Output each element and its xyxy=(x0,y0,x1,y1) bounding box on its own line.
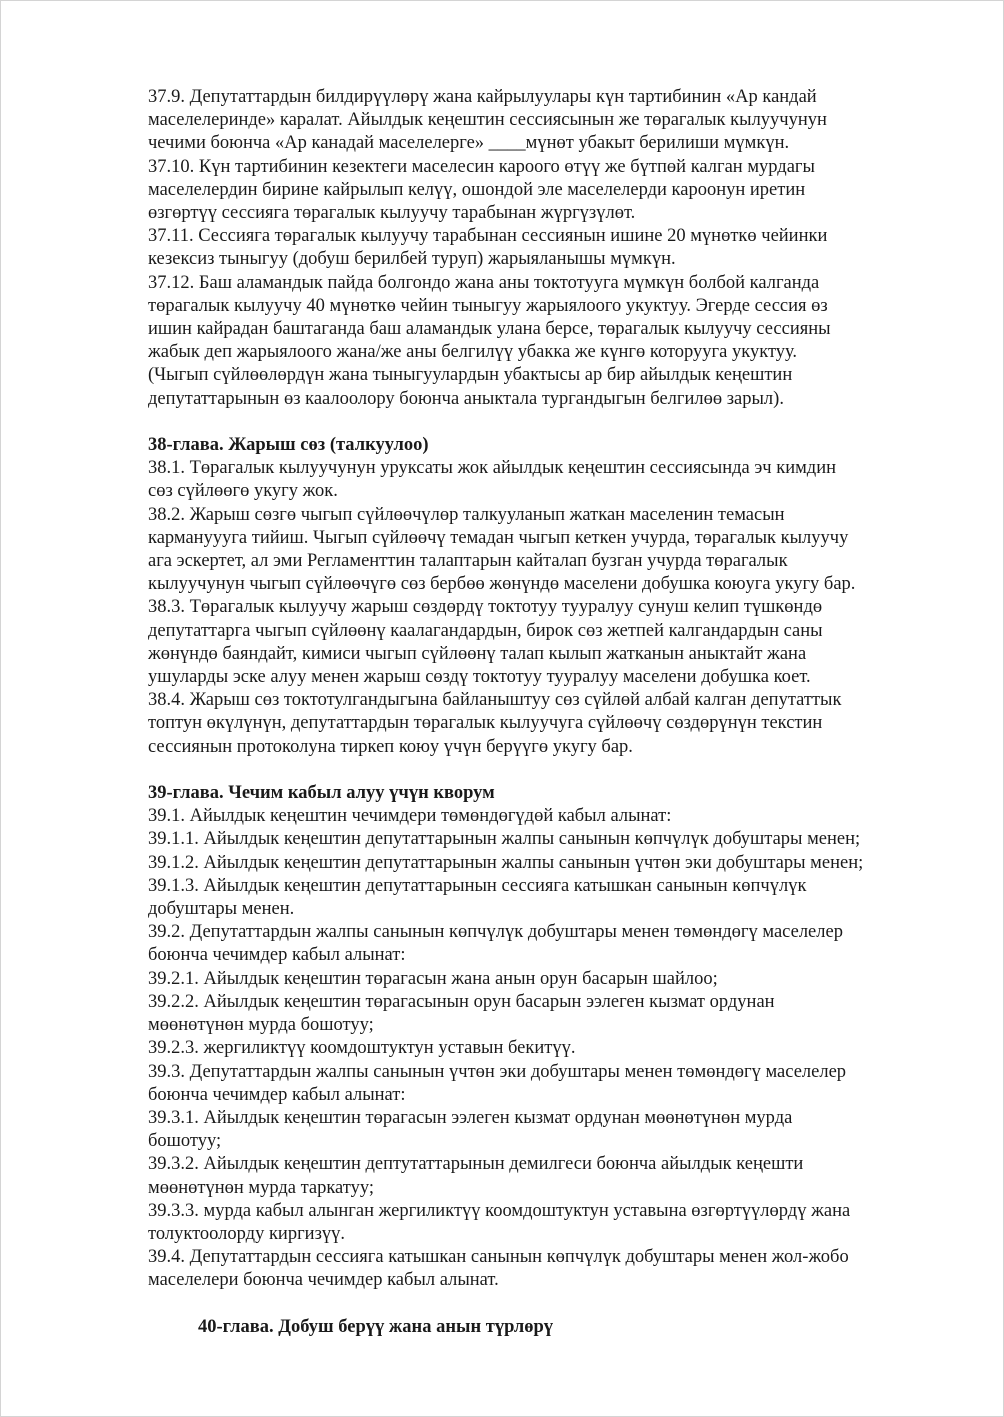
spacer xyxy=(148,411,938,434)
paragraph-39-1: 39.1. Айылдык кеңештин чечимдери төмөндөгүдөй кабыл алынат: xyxy=(148,806,672,827)
paragraph-39-2-3: 39.2.3. жергиликтүү коомдоштуктун уставын бекитүү. xyxy=(148,1038,576,1059)
chapter-40-heading: 40-глава. Добуш берүү жана анын түрлөрү xyxy=(198,1316,554,1337)
document-body xyxy=(148,86,938,1339)
paragraph-38-2: 38.2. Жарыш сөзгө чыгып сүйлөөчүлөр талкууланып жаткан маселенин темасын кармануууга тийиш. Чыгып сүйлөөчү темадан чыгып кеткен учурда, төрагалык кылуучу ага эскертет, ал эми Регламенттин талаптарын кайталап бузган учурда төрагалык кылуучунун чыгып сүйлөөчүгө сөз бербөө жөнүндө маселени добушка коюуга укугу бар. xyxy=(148,504,856,595)
paragraph-39-1-3: 39.1.3. Айылдык кеңештин депутаттарынын сессияга катышкан санынын көпчүлүк добуштары менен. xyxy=(148,875,807,920)
paragraph-39-1-1: 39.1.1. Айылдык кеңештин депутаттарынын жалпы санынын көпчүлүк добуштары менен; xyxy=(148,829,861,850)
paragraph-39-3-3: 39.3.3. мурда кабыл алынган жергиликтүү коомдоштуктун уставына өзгөртүүлөрдү жана толуктоолорду киргизүү. xyxy=(148,1200,851,1244)
paragraph-37-12: 37.12. Баш аламандык пайда болгондо жана аны токтотууга мүмкүн болбой калганда төрагалык кылуучу 40 мүнөткө чейин тыныгуу жарыялоого укуктуу. Эгерде сессия өз ишин кайрадан баштаганда баш аламандык улана берсе, төрагалык кылуучу сессияны жабык деп жарыялоого жана/же аны белгилүү убакка же күнгө которууга укуктуу. (Чыгып сүйлөөлөрдүн жана тыныгуулардын убактысы ар бир айылдык кеңештин депутаттарынын өз каалоолору боюнча аныктала тургандыгын белгилөө зарыл). xyxy=(148,272,831,409)
paragraph-37-10: 37.10. Күн тартибинин кезектеги маселесин кароого өтүү же бүтпөй калган мурдагы маселелердин бирине кайрылып келүү, ошондой эле маселелерди кароонун иретин өзгөртүү сессияга төрагалык кылуучу тарабынан жүргүзүлөт. xyxy=(148,156,815,224)
paragraph-39-3-2: 39.3.2. Айылдык кеңештин дептутаттарынын демилгеси боюнча айылдык кеңешти мөөнөтүнөн мурда таркатуу; xyxy=(148,1154,804,1198)
chapter-39-heading: 39-глава. Чечим кабыл алуу үчүн кворум xyxy=(148,783,495,804)
paragraph-37-11: 37.11. Сессияга төрагалык кылуучу тарабынан сессиянын ишине 20 мүнөткө чейинки кезексиз тыныгуу (добуш берилбей туруп) жарыяланышы мүмкүн. xyxy=(148,226,828,270)
paragraph-39-3: 39.3. Депутаттардын жалпы санынын үчтөн эки добуштары менен төмөндөгү маселелер боюнча чечимдер кабыл алынат: xyxy=(148,1061,847,1105)
paragraph-39-2-2: 39.2.2. Айылдык кеңештин төрагасынын орун басарын ээлеген кызмат ордунан мөөнөтүнөн мурда бошотуу; xyxy=(148,991,775,1036)
paragraph-39-2-1: 39.2.1. Айылдык кеңештин төрагасын жана анын орун басарын шайлоо; xyxy=(148,968,718,989)
spacer xyxy=(148,1293,938,1316)
paragraph-39-2: 39.2. Депутаттардын жалпы санынын көпчүлүк добуштары менен төмөндөгү маселелер боюнча чечимдер кабыл алынат: xyxy=(148,922,843,966)
paragraph-38-4: 38.4. Жарыш сөз токтотулгандыгына байланыштуу сөз сүйлөй албай калган депутаттык топтун өкүлүнүн, депутаттардын төрагалык кылуучуга сүйлөөчү сөздөрүнүн текстин сессиянын протоколуна тиркеп коюу үчүн берүүгө укугу бар. xyxy=(148,690,842,757)
paragraph-39-3-1: 39.3.1. Айылдык кеңештин төрагасын ээлеген кызмат ордунан мөөнөтүнөн мурда бошотуу; xyxy=(148,1107,793,1152)
spacer xyxy=(148,759,938,782)
paragraph-38-3: 38.3. Төрагалык кылуучу жарыш сөздөрдү токтотуу тууралуу сунуш келип түшкөндө депутаттарга чыгып сүйлөөнү каалагандардын, бирок сөз жетпей калгандардын саны жөнүндө баяндайт, кимиси чыгып сүйлөөнү талап кылып жатканын аныктайт жана ушуларды эске алуу менен жарыш сөздү токтотуу тууралуу маселени добушка коет. xyxy=(148,597,823,688)
paragraph-39-1-2: 39.1.2. Айылдык кеңештин депутаттарынын жалпы санынын үчтөн эки добуштары менен; xyxy=(148,852,864,873)
chapter-38-heading: 38-глава. Жарыш сөз (талкуулоо) xyxy=(148,435,429,456)
paragraph-38-1: 38.1. Төрагалык кылуучунун уруксаты жок айылдык кеңештин сессиясында эч кимдин сөз сүйлөөгө укугу жок. xyxy=(148,458,837,502)
paragraph-39-4: 39.4. Депутаттардын сессияга катышкан санынын көпчүлүк добуштары менен жол-жобо маселелери боюнча чечимдер кабыл алынат. xyxy=(148,1247,849,1291)
paragraph-37-9: 37.9. Депутаттардын билдирүүлөрү жана кайрылуулары күн тартибинин «Ар кандай маселелеринде» каралат. Айылдык кеңештин сессиясынын же төрагалык кылуучунун чечими боюнча «Ар канадай маселелерге» ____мүнөт убакыт берилиши мүмкүн. xyxy=(148,87,827,154)
